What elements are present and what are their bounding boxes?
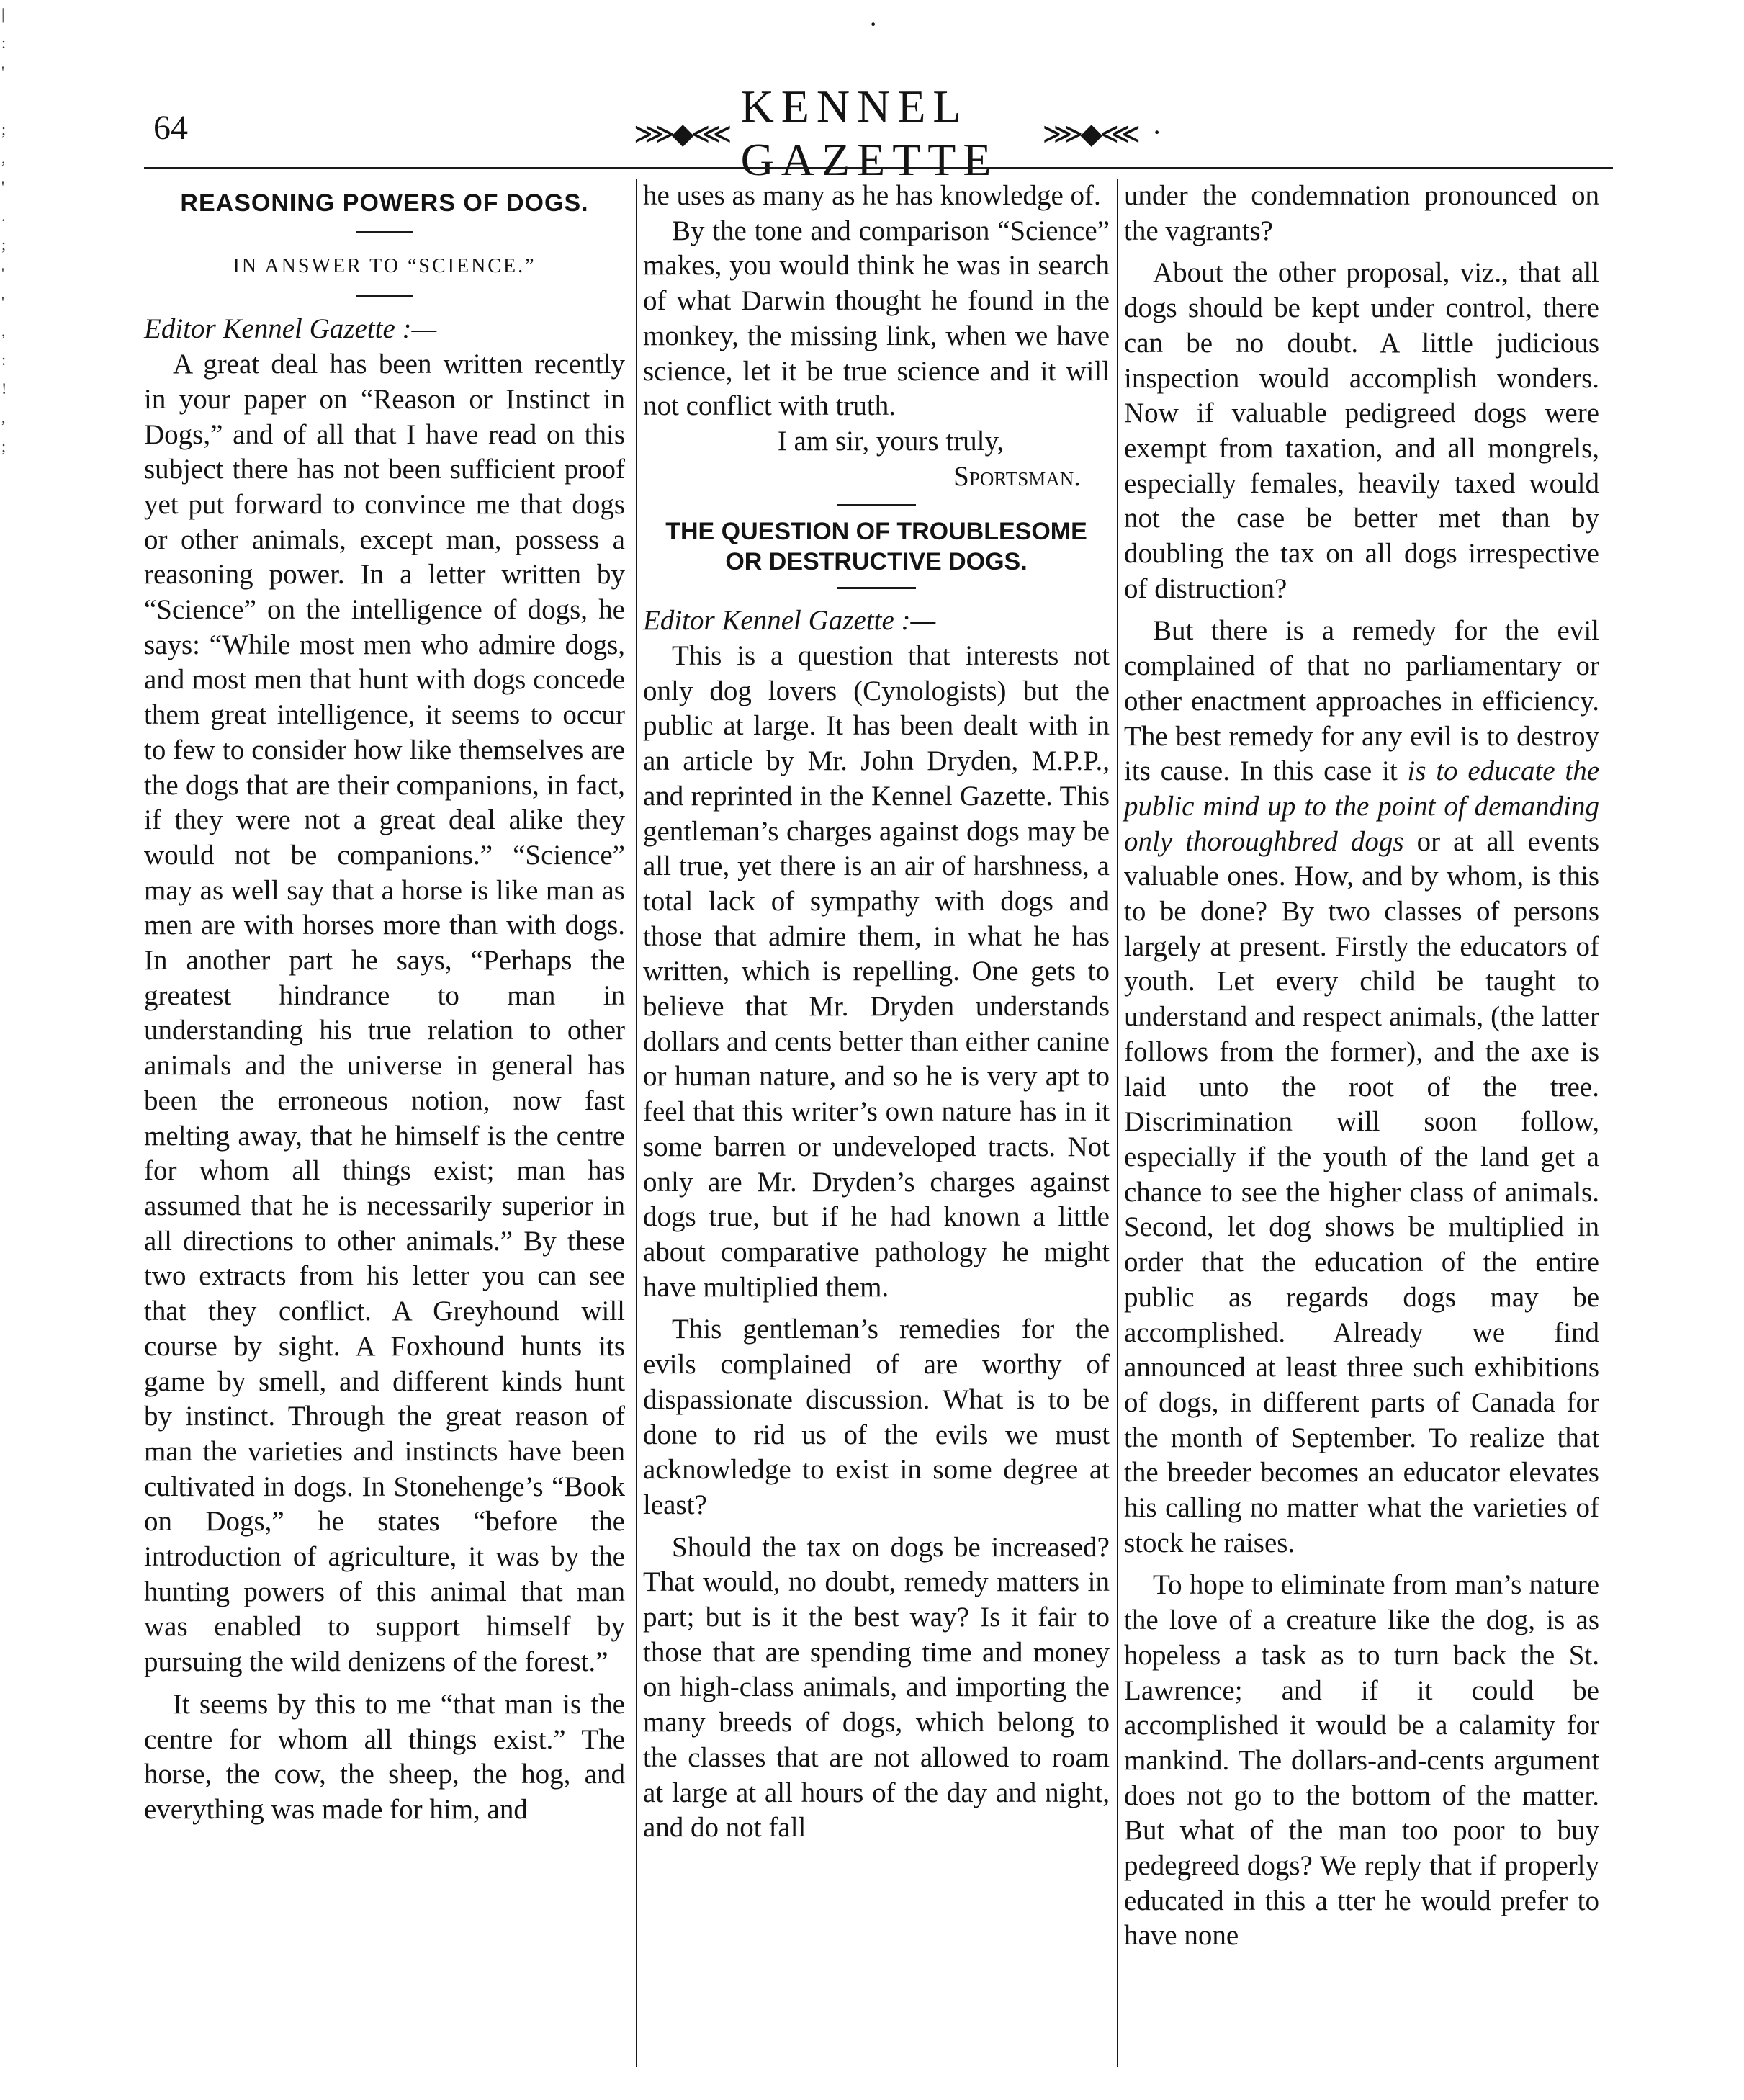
print-speck: · <box>868 8 878 40</box>
paragraph: To hope to eliminate from man’s nature the love of a creature like the dog, is as hopeless a task as to turn back the St. Lawrence; and if it could be accomplished it would be a calamity for mankind. The dollars-and-cents argument does not go to the bottom of the matter. But what of the man too poor to buy pedegreed dogs? We reply that if properly educated in this a tter he would prefer to have none <box>1124 1569 1599 1952</box>
ornament-right-icon: ⋙◆⋘ <box>1042 117 1138 150</box>
column-rule <box>636 179 637 2067</box>
paragraph-text: But there is a remedy for the evil complained of that no parliamentary or other enactment approaches in efficiency. The best remedy for any evil is to destroy its cause. In this case it <box>1124 615 1599 787</box>
masthead-title: KENNEL GAZETTE <box>740 81 999 185</box>
binding-marks: | : ' ; , ' . ; ' ' , : ! , ; <box>1 5 7 455</box>
paragraph: Should the tax on dogs be increased? That would, no doubt, remedy matters in part; but is it the best way? Is it fair to those that are spending time and money on high-class animals, and importing the many breeds of dogs, which belong to the classes that are not allowed to roam at large at all hours of the day and night, and do not fall <box>643 1531 1110 1844</box>
paragraph: he uses as many as he has knowledge of. <box>643 180 1101 211</box>
column-2 <box>643 179 1110 2080</box>
article-title-line: OR DESTRUCTIVE DOGS. <box>725 548 1028 576</box>
article-title: REASONING POWERS OF DOGS. <box>180 189 589 217</box>
masthead <box>634 81 1138 185</box>
paragraph <box>1124 614 1599 1561</box>
paragraph: About the other proposal, viz., that all dogs should be kept under control, there can be no doubt. A little judicious inspection would accomplish wonders. Now if valuable pedigreed dogs were exempt from taxation, and all mongrels, especially females, heavily taxed would not the case be better met than by doubling the tax on all dogs irrespective of distruction? <box>1124 257 1599 604</box>
header-rule <box>144 167 1613 169</box>
paragraph: This gentleman’s remedies for the evils complained of are worthy of dispassionate discussion. What is to be done to rid us of the evils we must acknowledge to exist in some degree at least? <box>643 1314 1110 1520</box>
column-rule <box>1117 179 1118 2067</box>
paragraph: It seems by this to me “that man is the centre for whom all things exist.” The horse, the cow, the sheep, the hog, and everything was made for him, and <box>144 1688 625 1825</box>
paragraph: By the tone and comparison “Science” makes, you would think he was in search of what Darwin thought he found in the monkey, the missing link, when we have science, let it be true science and it will not conflict with truth. <box>643 215 1110 422</box>
article-title-line: THE QUESTION OF TROUBLESOME <box>665 518 1087 546</box>
salutation: Editor Kennel Gazette :— <box>643 605 936 637</box>
column-1 <box>144 179 625 2080</box>
closing: I am sir, yours truly, <box>777 425 1004 457</box>
paragraph: under the condemnation pronounced on the vagrants? <box>1124 180 1599 246</box>
short-rule <box>356 231 413 233</box>
short-rule <box>837 504 916 506</box>
paragraph-text: or at all events valuable ones. How, and by whom, is this to be done? By two classes of persons largely at present. Firstly the educators of youth. Let every child be taught to understand and respect animals, (the latter follows from the former), and the axe is laid unto the root of the tree. Discrimination will soon follow, especially if the youth of the land get a chance to see the higher class of animals. Second, let dog shows be multiplied in order that the education of the entire public as regards dogs may be accomplished. Already we find announced at least three such exhibitions of dogs, in different parts of Canada for the month of September. To realize that the breeder becomes an educator elevates his calling no matter what the varieties of stock he raises. <box>1124 825 1600 1558</box>
article-subtitle: IN ANSWER TO “SCIENCE.” <box>233 254 536 277</box>
short-rule <box>837 587 916 589</box>
page-number: 64 <box>153 109 188 147</box>
short-rule <box>356 295 413 297</box>
ornament-left-icon: ⋙◆⋘ <box>634 117 729 150</box>
paragraph: A great deal has been written recently in your paper on “Reason or Instinct in Dogs,” and of all that I have read on this subject there has not been sufficient proof yet put forward to convince me that dogs or other animals, except man, possess a reasoning power. In a letter written by “Science” on the intelligence of dogs, he says: “While most men who admire dogs, and most men that hunt with dogs concede them great intelligence, it seems to occur to few to consider how like themselves are the dogs that are their companions, in fact, if they were not a great deal alike they would not be companions.” “Science” may as well say that a horse is like man as men are with horses more than with dogs. In another part he says, “Perhaps the greatest hindrance to man in understanding his true relation to other animals and the universe in general has been the erroneous notion, now fast melting away, that he himself is the centre for whom all things exist; man has assumed that he is necessarily superior in all directions to other animals.” By these two extracts from his letter you can see that they conflict. A Greyhound will course by sight. A Foxhound hunts its game by smell, and different kinds hunt by instinct. Through the great reason of man the varieties and instincts have been cultivated in dogs. In Stonehenge’s “Book on Dogs,” he states “before the introduction of agriculture, it was by the hunting powers of this animal that man was enabled to support himself by pursuing the wild denizens of the forest.” <box>144 349 625 1678</box>
salutation: Editor Kennel Gazette :— <box>144 313 437 345</box>
emphasis-text: is to educate the public mind up to the point of demanding only thoroughbred dogs <box>1124 755 1599 857</box>
signature: Sportsman. <box>953 460 1081 492</box>
column-3 <box>1124 179 1599 2080</box>
print-speck: · <box>1152 116 1162 148</box>
paragraph: This is a question that interests not only dog lovers (Cynologists) but the public at large. It has been dealt with in an article by Mr. John Dryden, M.P.P., and reprinted in the Kennel Gazette. This gentleman’s charges against dogs may be all true, yet there is an air of harshness, a total lack of sympathy with dogs and those that admire them, in what he has written, which is repelling. One gets to believe that Mr. Dryden understands dollars and cents better than either canine or human nature, and so he is very apt to feel that this writer’s own nature has in it some barren or undeveloped tracts. Not only are Mr. Dryden’s charges against dogs true, but if he had known a little about comparative pathology he might have multiplied them. <box>643 640 1110 1303</box>
